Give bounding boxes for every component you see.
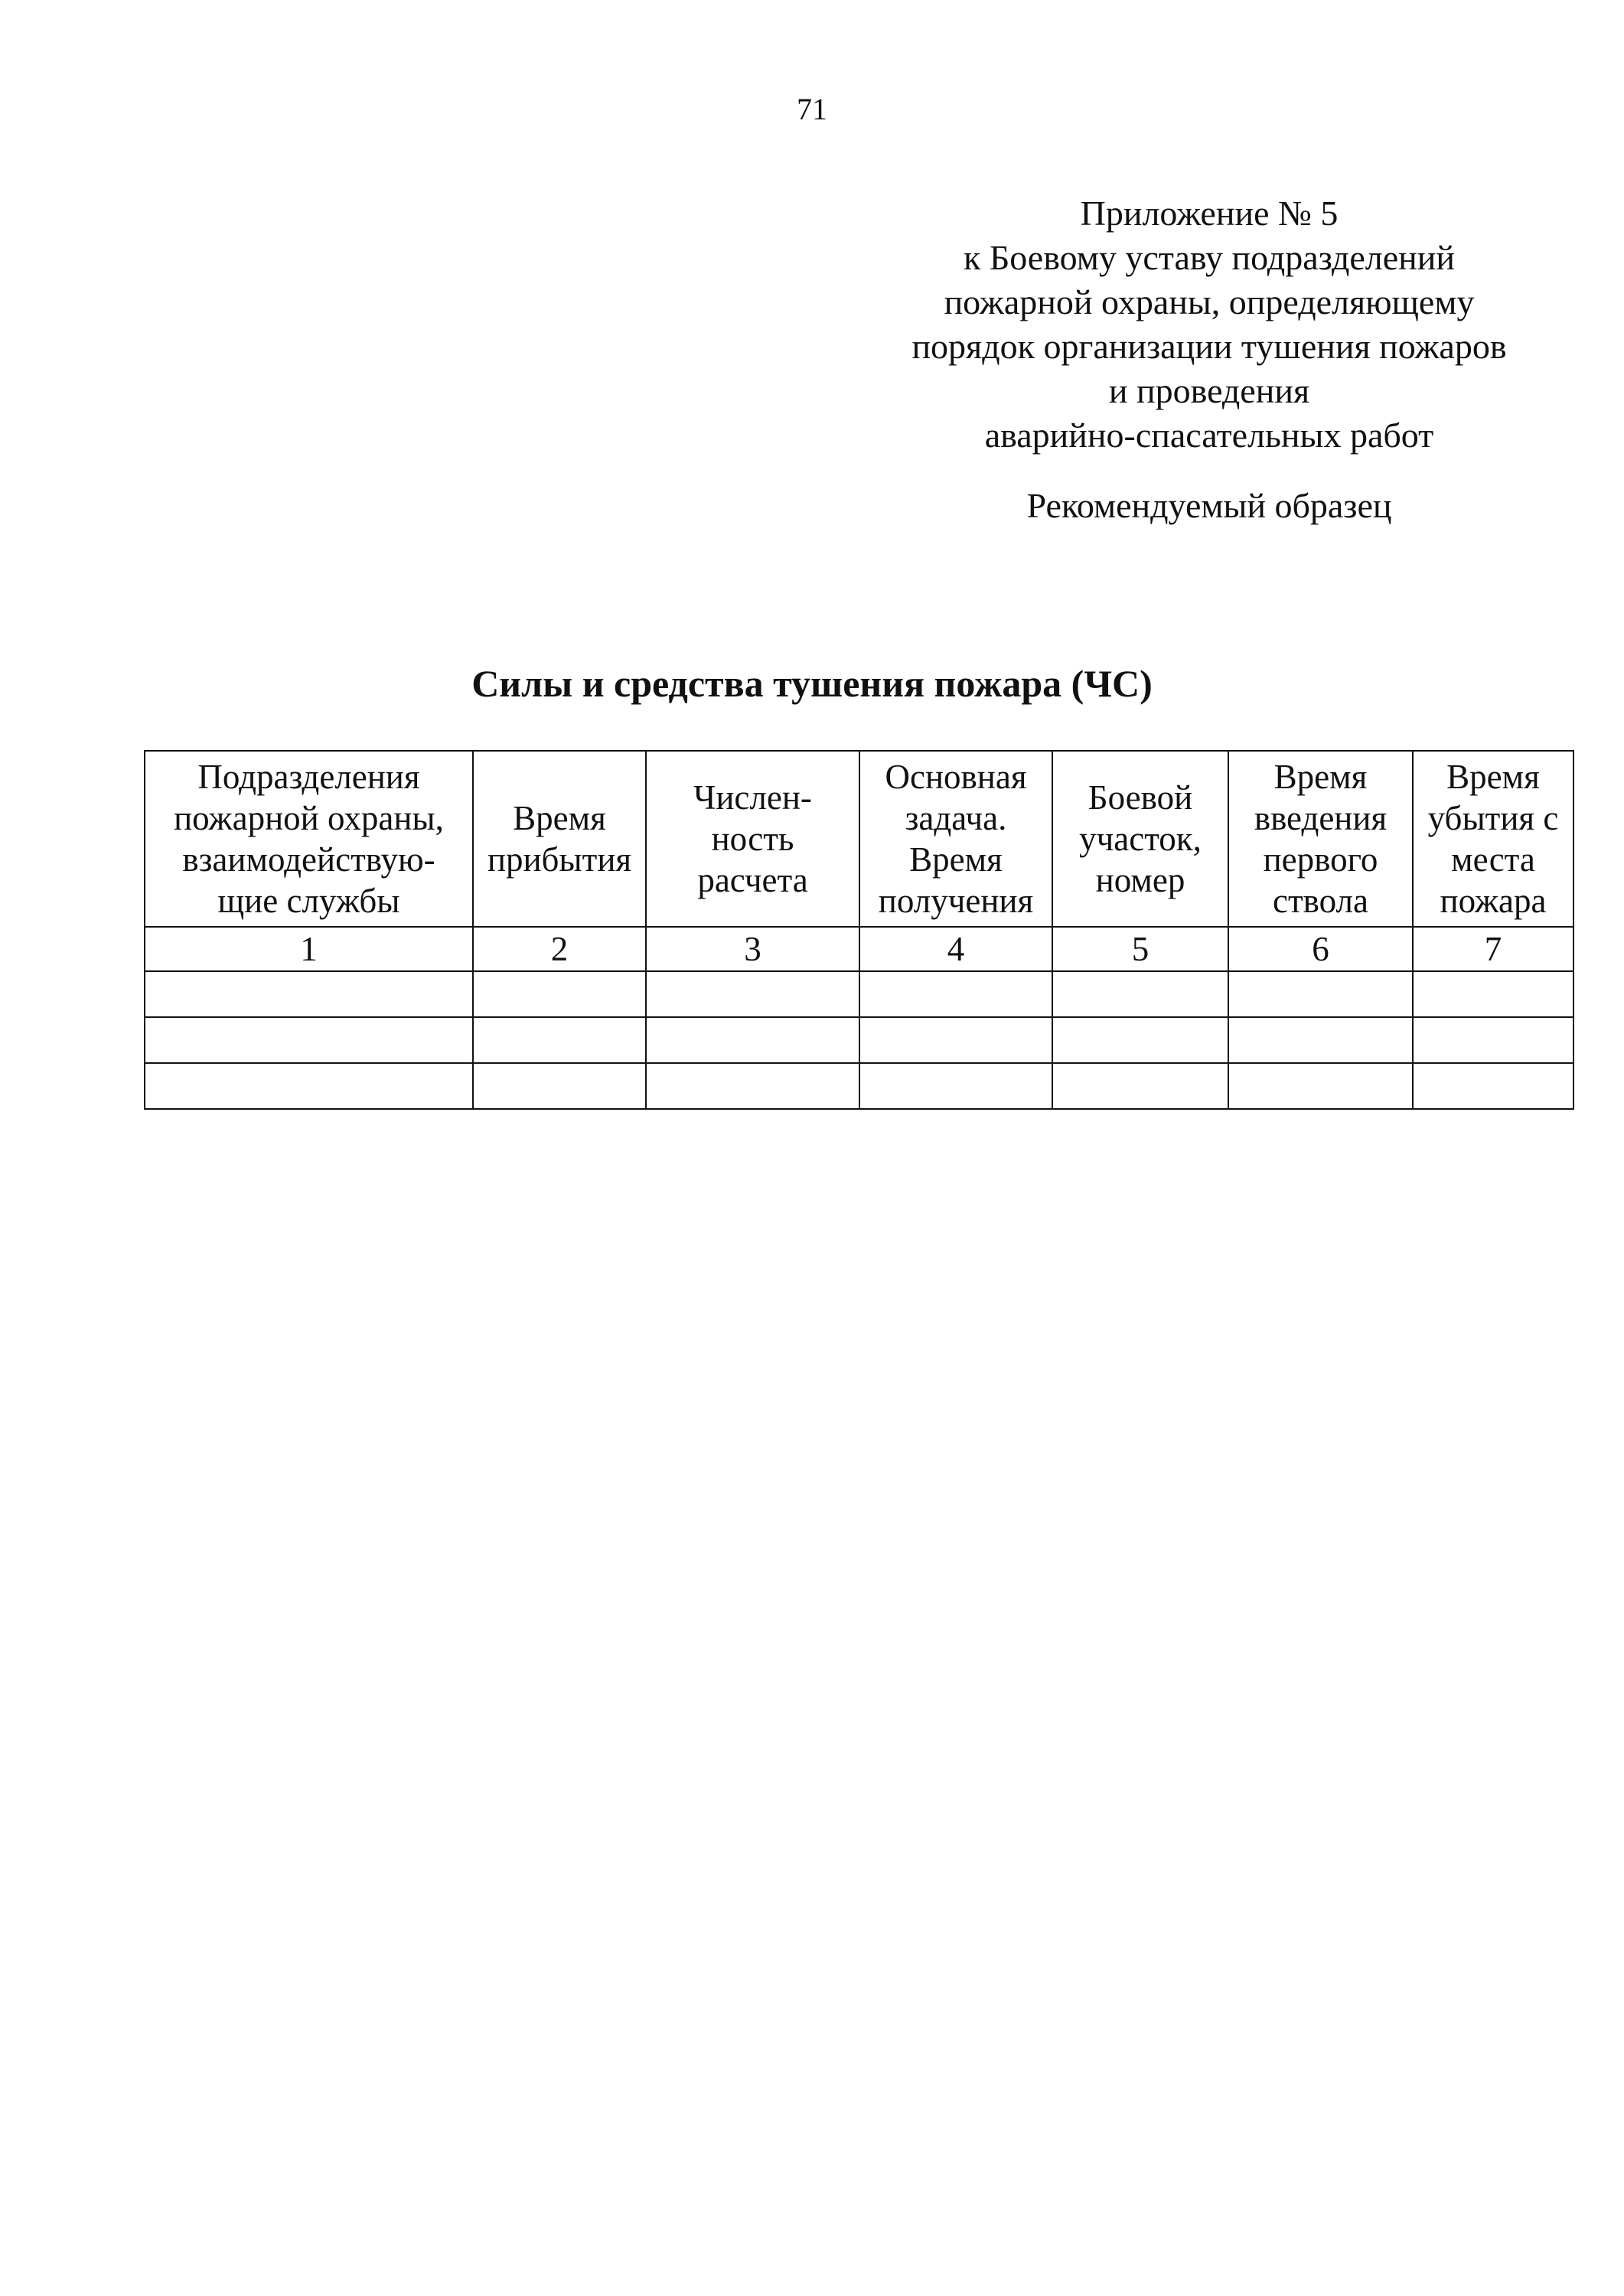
table-cell	[1228, 1017, 1413, 1063]
header-cell-crew-size: Числен- ность расчета	[646, 751, 859, 927]
appendix-line: и проведения	[1108, 371, 1310, 410]
table-cell	[1052, 1017, 1228, 1063]
table-cell	[1052, 971, 1228, 1017]
table-row	[145, 971, 1573, 1017]
table-cell	[145, 971, 473, 1017]
table-cell	[646, 1063, 859, 1109]
table-cell	[859, 1017, 1052, 1063]
recommended-sample-label: Рекомендуемый образец	[1026, 486, 1392, 525]
header-cell-main-task: Основная задача. Время получения	[859, 751, 1052, 927]
table-cell	[646, 971, 859, 1017]
appendix-line: аварийно-спасательных работ	[984, 416, 1434, 455]
table-cell	[1413, 971, 1573, 1017]
document-title: Силы и средства тушения пожара (ЧС)	[471, 662, 1153, 705]
header-cell-first-nozzle-time: Время введения первого ствола	[1228, 751, 1413, 927]
column-number: 7	[1413, 927, 1573, 971]
appendix-line: порядок организации тушения пожаров	[911, 327, 1507, 366]
column-number: 1	[145, 927, 473, 971]
table-row	[145, 1017, 1573, 1063]
column-number-row	[145, 927, 1573, 971]
table-cell	[473, 971, 646, 1017]
page-number: 71	[797, 92, 827, 126]
table-header-row	[145, 751, 1573, 927]
table-cell	[859, 1063, 1052, 1109]
appendix-line: пожарной охраны, определяющему	[944, 282, 1475, 321]
header-cell-units: Подразделения пожарной охраны, взаимодействую- щие службы	[145, 751, 473, 927]
table-cell	[1228, 1063, 1413, 1109]
header-cell-arrival-time: Время прибытия	[473, 751, 646, 927]
table-cell	[145, 1063, 473, 1109]
forces-table	[144, 750, 1574, 1110]
table-row	[145, 1063, 1573, 1109]
appendix-line: к Боевому уставу подразделений	[963, 238, 1456, 277]
table-cell	[1413, 1017, 1573, 1063]
table-cell	[1413, 1063, 1573, 1109]
column-number: 2	[473, 927, 646, 971]
table-cell	[473, 1063, 646, 1109]
column-number: 3	[646, 927, 859, 971]
table-cell	[1052, 1063, 1228, 1109]
appendix-line: Приложение № 5	[1080, 194, 1339, 233]
table-cell	[473, 1017, 646, 1063]
appendix-block	[857, 191, 1561, 528]
header-cell-departure-time: Время убытия с места пожара	[1413, 751, 1573, 927]
column-number: 5	[1052, 927, 1228, 971]
table-cell	[646, 1017, 859, 1063]
column-number: 6	[1228, 927, 1413, 971]
table-cell	[145, 1017, 473, 1063]
column-number: 4	[859, 927, 1052, 971]
table-cell	[859, 971, 1052, 1017]
header-cell-combat-sector: Боевой участок, номер	[1052, 751, 1228, 927]
table-cell	[1228, 971, 1413, 1017]
